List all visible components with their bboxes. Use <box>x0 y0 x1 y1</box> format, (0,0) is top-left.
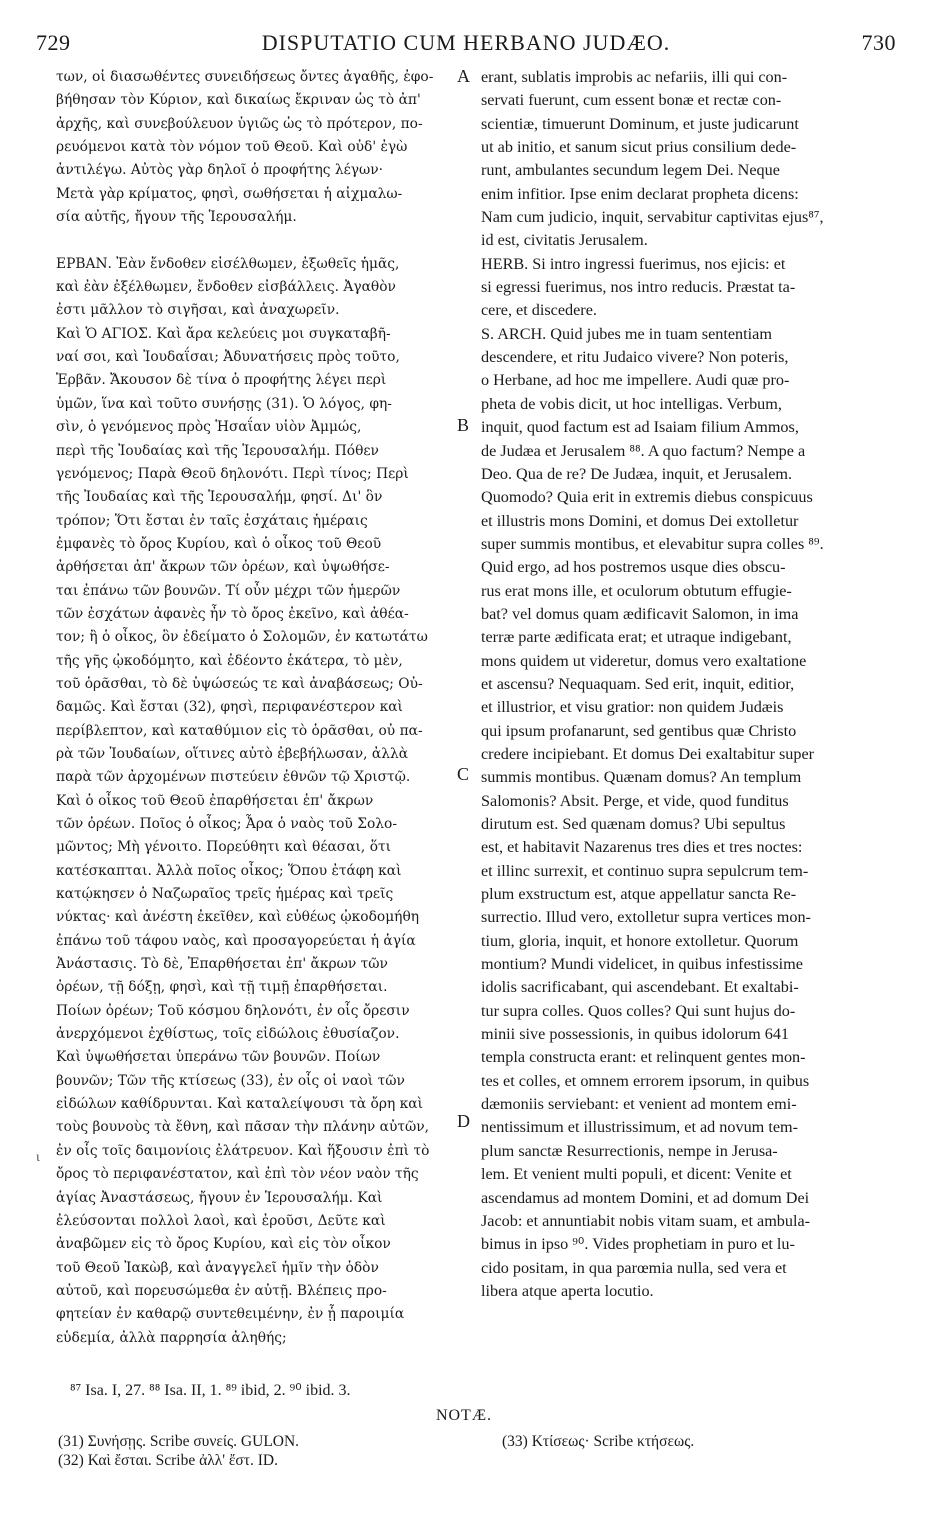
greek-text-line: περίβλεπτον, καὶ καταθύμιον εἰς τὸ ὁρᾶσθαι, οὐ πα- <box>56 722 423 739</box>
greek-text-line: τῆς γῆς ᾠκοδόμητο, καὶ ἐδέοντο ἑκάτερα, τὸ μὲν, <box>56 652 403 669</box>
latin-text-line: plum exstructum est, atque appellatur sancta Re- <box>481 885 797 904</box>
latin-text-line: descendere, et ritu Judaico vivere? Non poteris, <box>481 348 789 367</box>
latin-column <box>481 66 901 1303</box>
note-31: (31) Συνήσῃς. Scribe συνείς. GULON. <box>58 1433 300 1450</box>
latin-text-line: nentissimum et illustrissimum, et ad novum tem- <box>481 1118 798 1137</box>
note-32: (32) Καὶ ἔσται. Scribe ἀλλ' ἔστ. ID. <box>58 1452 278 1469</box>
latin-text-line: rus erat mons ille, et oculorum obtutum effugie- <box>481 581 792 600</box>
latin-text-line: o Herbane, ad hoc me impellere. Audi quæ pro- <box>481 371 790 390</box>
section-marker-c: C <box>457 764 470 784</box>
page-header <box>36 30 896 60</box>
greek-text-line: βουνῶν; Τῶν τῆς κτίσεως (33), ἐν οἷς οἱ ναοὶ τῶν <box>56 1072 405 1089</box>
latin-text-line: scientiæ, timuerunt Dominum, et juste judicarunt <box>481 114 799 133</box>
latin-text-line: et illinc surrexit, et continuo supra sepulcrum tem- <box>481 861 809 880</box>
greek-text-line: ἐμφανὲς τὸ ὄρος Κυρίου, καὶ ὁ οἶκος τοῦ Θεοῦ <box>56 535 382 552</box>
latin-text-line: cido positam, in qua parœmia nulla, sed vera et <box>481 1258 787 1277</box>
latin-text-line: est, et habitavit Nazarenus tres dies et tres noctes: <box>481 838 803 857</box>
latin-text-line: qui ipsum profanarunt, sed gentibus quæ Christo <box>481 721 797 740</box>
greek-text-line: παρὰ τῶν ἀρχομένων πιστεύειν ἐθνῶν τῷ Χριστῷ. <box>56 769 411 786</box>
latin-text-line: S. ARCH. Quid jubes me in tuam sententiam <box>481 324 772 343</box>
greek-text-line: εὑδεμία, ἀλλὰ παρρησία ἀληθής; <box>56 1329 287 1346</box>
greek-text-line: Καὶ ὑψωθήσεται ὑπεράνω τῶν βουνῶν. Ποίων <box>56 1049 381 1066</box>
greek-text-line: τοὺς βουνοὺς τὰ ἔθνη, καὶ πᾶσαν τὴν πλάνην αὐτῶν, <box>56 1119 429 1136</box>
greek-text-line: ἀναβῶμεν εἰς τὸ ὄρος Κυρίου, καὶ εἰς τὸν οἶκον <box>56 1236 391 1253</box>
greek-text-line: Καὶ Ὁ ΑΓΙΟΣ. Καὶ ἄρα κελεύεις μοι συγκαταβῆ- <box>56 325 391 342</box>
greek-text-line: ΕΡΒΑΝ. Ἐὰν ἔνδοθεν εἰσέλθωμεν, ἐξωθεῖς ἡμᾶς, <box>56 255 400 272</box>
latin-text-line: lem. Et venient multi populi, et dicent: Venite et <box>481 1165 792 1184</box>
page-number-left: 729 <box>36 30 71 55</box>
greek-text-line: καὶ ἐὰν ἐξέλθωμεν, ἔνδοθεν εἰσβάλλεις. Ἀγαθὸν <box>56 279 396 296</box>
greek-text-line: ὄρος τὸ περιφανέστατον, καὶ ἐπὶ τὸν νέον ναὸν τῆς <box>56 1166 419 1183</box>
greek-text-line: Ἑρβᾶν. Ἄκουσον δὲ τίνα ὁ προφήτης λέγει περὶ <box>56 372 387 389</box>
running-title: DISPUTATIO CUM HERBANO JUDÆO. <box>261 30 671 55</box>
section-marker-b: B <box>457 415 470 435</box>
latin-text-line: cere, et discedere. <box>481 301 597 320</box>
latin-text-line: Salomonis? Absit. Perge, et vide, quod funditus <box>481 791 789 810</box>
latin-text-line: dæmoniis serviebant: et venient ad montem emi- <box>481 1095 797 1114</box>
section-marker-d: D <box>457 1111 470 1131</box>
greek-text-line: Μετὰ γὰρ κρίματος, φησὶ, σωθήσεται ἡ αἰχμαλω- <box>56 185 403 202</box>
latin-text-line: montium? Mundi videlicet, in quibus infestissime <box>481 955 803 974</box>
latin-text-line: idolis sacrificabant, qui ascendebant. Et exaltabi- <box>481 978 799 997</box>
notae-heading: NOTÆ. <box>435 1407 493 1424</box>
greek-text-line: Καὶ ὁ οἶκος τοῦ Θεοῦ ἐπαρθήσεται ἐπ' ἄκρων <box>56 792 374 809</box>
latin-text-line: servati fuerunt, cum essent bonæ et rectæ con- <box>481 91 782 110</box>
greek-text-line: κατῴκησεν ὁ Ναζωραῖος τρεῖς ἡμέρας καὶ τρεῖς <box>56 886 394 903</box>
latin-text-line: id est, civitatis Jerusalem. <box>481 231 648 250</box>
latin-text-line: enim infitior. Ipse enim declarat propheta dicens: <box>481 184 799 203</box>
latin-text-line: Nam cum judicio, inquit, servabitur captivitas ejus⁸⁷, <box>481 208 824 227</box>
latin-text-line: tur supra colles. Quos colles? Qui sunt hujus do- <box>481 1001 796 1020</box>
latin-text-line: Deo. Qua de re? De Judæa, inquit, et Jerusalem. <box>481 464 793 483</box>
latin-text-line: ascendamus ad montem Domini, et ad domum Dei <box>481 1188 810 1207</box>
latin-text-line: bat? vel domus quam ædificavit Salomon, in ima <box>481 604 799 623</box>
greek-text-line: ὀρέων, τῇ δόξῃ, φησὶ, καὶ τῇ τιμῇ ἐπαρθήσεται. <box>56 979 388 996</box>
latin-text-line: super summis montibus, et elevabitur supra colles ⁸⁹. <box>481 534 824 553</box>
latin-text-line: plum sanctæ Resurrectionis, nempe in Jerusa- <box>481 1141 778 1160</box>
greek-text-line: ἐλεύσονται πολλοὶ λαοὶ, καὶ ἐροῦσι, Δεῦτε καὶ <box>56 1212 386 1229</box>
latin-text-line: inquit, quod factum est ad Isaiam filium Ammos, <box>481 418 799 437</box>
latin-text-line: et ascensu? Nequaquam. Sed erit, inquit, editior, <box>481 674 795 693</box>
latin-text-line: et illustris mons Domini, et domus Dei extolletur <box>481 511 799 530</box>
note-33: (33) Κτίσεως· Scribe κτήσεως. <box>502 1433 695 1450</box>
latin-text-line: erant, sublatis improbis ac nefariis, illi qui con- <box>481 68 788 86</box>
latin-text-line: Jacob: et annuntiabit nobis vitam suam, et ambula- <box>481 1211 811 1230</box>
latin-text-line: minii sive possessionis, in quibus idolorum 641 <box>481 1025 790 1044</box>
greek-text-line: ρὰ τῶν Ἰουδαίων, οἵτινες αὐτὸ ἐβεβήλωσαν, ἀλλὰ <box>56 745 409 762</box>
stray-mark: ι <box>36 1150 40 1165</box>
latin-text-line: mons quidem ut videretur, domus vero exaltatione <box>481 651 807 670</box>
greek-text-line: ἀνερχόμενοι ἐχθίστως, τοῖς εἰδώλοις ἐθυσίαζον. <box>56 1026 400 1043</box>
latin-text-line: credere incipiebant. Et domus Dei exaltabitur super <box>481 744 815 763</box>
greek-text-line: ἀρχῆς, καὶ συνεβούλευον ὑγιῶς ὡς τὸ πρότερον, πο- <box>56 115 423 132</box>
latin-text-line: runt, ambulantes secundum legem Dei. Neque <box>481 161 780 180</box>
greek-text-line: σὶν, ὁ γενόμενος πρὸς Ἡσαΐαν υἱὸν Ἀμμώς, <box>56 419 362 436</box>
latin-text-line: HERB. Si intro ingressi fuerimus, nos ejicis: et <box>481 254 786 273</box>
greek-text-line: Ποίων ὀρέων; Τοῦ κόσμου δηλονότι, ἐν οἷς ὄρεσιν <box>56 1002 410 1019</box>
latin-text-line: pheta de vobis dicit, ut hoc intelligas. Verbum, <box>481 394 782 413</box>
greek-text-line: αὐτοῦ, καὶ πορευσώμεθα ἐν αὐτῇ. Βλέπεις προ- <box>56 1282 387 1299</box>
greek-text-line: κατέσκαπται. Ἀλλὰ ποῖος οἶκος; Ὅπου ἐτάφη καὶ <box>56 862 402 879</box>
latin-text-line: templa constructa erant: et relinquent gentes mon- <box>481 1048 806 1067</box>
latin-text-line: ut ab initio, et sanum sicut prius consilium dede- <box>481 138 797 157</box>
greek-text-line: ἀντιλέγω. Αὐτὸς γὰρ δηλοῖ ὁ προφήτης λέγων· <box>56 162 384 179</box>
greek-text-line: ἁγίας Ἀναστάσεως, ἤγουν ἐν Ἱερουσαλήμ. Καὶ <box>56 1189 383 1206</box>
greek-text-line: ἐν οἷς τοῖς δαιμονίοις ἐλάτρευον. Καὶ ἥξουσιν ἐπὶ τὸ <box>56 1142 430 1159</box>
greek-text-line: μῶντος; Μὴ γένοιτο. Πορεύθητι καὶ θέασαι, ὅτι <box>56 839 392 856</box>
latin-text-line: libera atque aperta locutio. <box>481 1281 654 1300</box>
greek-text-line: δαμῶς. Καὶ ἔσται (32), φησὶ, περιφανέστερον καὶ <box>56 699 403 716</box>
latin-text-line: et illustrior, et visu gratior: non quidem Judæis <box>481 698 784 717</box>
greek-text-line: φητείαν ἐν καθαρῷ συντεθειμένην, ἐν ᾗ παροιμία <box>56 1306 405 1323</box>
scripture-references: ⁸⁷ Isa. I, 27. ⁸⁸ Isa. II, 1. ⁸⁹ ibid, 2. ⁹⁰ ibid. 3. <box>70 1382 351 1399</box>
notes-right <box>502 1432 902 1451</box>
greek-text-line: ναί σοι, καὶ Ἰουδαΐσαι; Ἀδυνατήσεις πρὸς τοῦτο, <box>56 349 400 366</box>
greek-text-line: βήθησαν τὸν Κύριον, καὶ δικαίως ἔκριναν ὡς τὸ ἀπ' <box>56 92 421 109</box>
greek-text-line: τρόπον; Ὅτι ἔσται ἐν ταῖς ἐσχάταις ἡμέραις <box>56 512 368 529</box>
latin-text-line: dirutum est. Sed quænam domus? Ubi sepultus <box>481 815 786 833</box>
greek-text-line: τον; ἢ ὁ οἶκος, ὃν ἐδείματο ὁ Σολομῶν, ἐν κατωτάτω <box>56 629 428 646</box>
latin-text-line: summis montibus. Quænam domus? An templum <box>481 768 802 787</box>
greek-text-line: σία αὐτῆς, ἤγουν τῆς Ἱερουσαλήμ. <box>56 209 297 226</box>
page-number-right: 730 <box>861 30 896 55</box>
greek-column <box>56 66 461 1350</box>
latin-text-line: surrectio. Illud vero, extolletur supra vertices mon- <box>481 908 811 927</box>
greek-text-line: Ἀνάστασις. Τὸ δὲ, Ἐπαρθήσεται ἐπ' ἄκρων τῶν <box>56 956 388 973</box>
latin-text-line: bimus in ipso ⁹⁰. Vides prophetiam in puro et lu- <box>481 1235 795 1254</box>
greek-text-line: τοῦ ὁρᾶσθαι, τὸ δὲ ὑψώσεώς τε καὶ ἀναβάσεως; Οὐ- <box>56 675 423 692</box>
latin-text-line: tium, gloria, inquit, et honore extolletur. Quorum <box>481 931 799 950</box>
latin-text-line: de Judæa et Jerusalem ⁸⁸. A quo factum? Nempe a <box>481 441 806 460</box>
greek-text-line: των, οἱ διασωθέντες συνειδήσεως ὄντες ἀγαθῆς, ἐφο- <box>56 69 434 85</box>
greek-text-line: ται ἐπάνω τῶν βουνῶν. Τί οὖν μέχρι τῶν ἡμερῶν <box>56 582 401 599</box>
notes-left <box>58 1432 498 1470</box>
greek-text-line: τοῦ Θεοῦ Ἰακὼβ, καὶ ἀναγγελεῖ ἡμῖν τὴν ὁδὸν <box>56 1259 379 1276</box>
greek-text-line: γενόμενος; Παρὰ Θεοῦ δηλονότι. Περὶ τίνος; Περὶ <box>56 465 409 482</box>
latin-text-line: Quid ergo, ad hos postremos usque dies obscu- <box>481 558 786 577</box>
greek-text-line: ὑμῶν, ἵνα καὶ τοῦτο συνήσῃς (31). Ὁ λόγος, φη- <box>56 395 392 412</box>
greek-text-line: περὶ τῆς Ἰουδαίας καὶ τῆς Ἱερουσαλήμ. Πόθεν <box>56 442 379 459</box>
latin-text-line: si egressi fuerimus, nos intro reducis. Præstat ta- <box>481 278 796 297</box>
greek-text-line: ρευόμενοι κατὰ τὸν νόμον τοῦ Θεοῦ. Καὶ οὐδ' ἐγὼ <box>56 139 408 156</box>
greek-text-line: ἀρθήσεται ἀπ' ἄκρων τῶν ὀρέων, καὶ ὑψωθήσε- <box>56 559 390 576</box>
latin-text-line: tes et colles, et omnem errorem ipsorum, in quibus <box>481 1071 810 1090</box>
greek-text-line: νύκτας· καὶ ἀνέστη ἐκεῖθεν, καὶ εὐθέως ᾠκοδομήθη <box>56 909 420 926</box>
section-marker-a: A <box>457 66 470 86</box>
greek-text-line <box>56 229 461 252</box>
greek-text-line: ἐπάνω τοῦ τάφου ναὸς, καὶ προσαγορεύεται ἡ ἁγία <box>56 932 416 949</box>
greek-text-line: τῶν ὀρέων. Ποῖος ὁ οἶκος; Ἆρα ὁ ναὸς τοῦ Σολο- <box>56 816 397 832</box>
latin-text-line: terræ parte ædificata erat; et utraque indigebant, <box>481 628 792 647</box>
greek-text-line: τῆς Ἰουδαίας καὶ τῆς Ἱερουσαλήμ, φησί. Δι' ὃν <box>56 489 383 506</box>
greek-text-line: εἰδώλων καθίδρυνται. Καὶ καταλείψουσι τὰ ὄρη καὶ <box>56 1096 423 1113</box>
latin-text-line: Quomodo? Quia erit in extremis diebus conspicuus <box>481 488 813 507</box>
greek-text-line: ἐστι μᾶλλον τὸ σιγῆσαι, καὶ ἀναχωρεῖν. <box>56 302 340 319</box>
greek-text-line: τῶν ἐσχάτων ἀφανὲς ἦν τὸ ὄρος ἐκεῖνο, καὶ ἀθέα- <box>56 605 409 622</box>
